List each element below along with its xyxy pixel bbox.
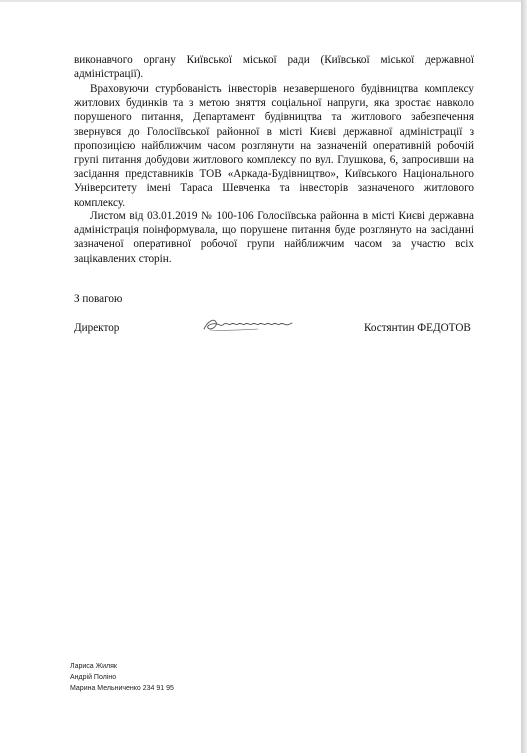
executor-line: Андрій Поліно <box>70 674 117 681</box>
closing-salutation: З повагою <box>74 293 123 305</box>
page-edge-shadow <box>521 0 527 753</box>
signer-position: Директор <box>74 322 120 334</box>
signer-name: Костянтин ФЕДОТОВ <box>364 322 471 334</box>
executor-line: Марина Мельниченко 234 91 95 <box>70 685 174 692</box>
paragraph-3: Листом від 03.01.2019 № 100-106 Голосіївська районна в місті Києві державна адміністрація поінформувала, що порушене питання буде розглянуто на засіданні зазначеної оперативної робочої групи найближчим часом за участю всіх зацікавлених сторін. <box>74 210 474 265</box>
paragraph-1: виконавчого органу Київської міської ради (Київської міської державної адміністрації). <box>74 54 474 81</box>
executors-block <box>70 661 174 694</box>
executor-line: Лариса Жиляк <box>70 663 117 670</box>
handwritten-signature <box>200 314 296 336</box>
paragraph-2: Враховуючи стурбованість інвесторів незавершеного будівництва комплексу житлових будинків та з метою зняття соціальної напруги, яка зростає навколо порушеного питання, Департамент будівництва та житлового забезпечення звернувся до Голосіївської районної в місті Києві державної адміністрації з пропозицією найближчим часом розглянути на зазначеній оперативній робочій групі питання добудови житлового комплексу по вул. Глушкова, 6, запросивши на засідання представників ТОВ «Аркада-Будівництво», Київського Національного Університету імені Тараса Шевченка та інвесторів зазначеного житлового комплексу. <box>74 83 474 209</box>
page-top-rule <box>0 0 521 2</box>
